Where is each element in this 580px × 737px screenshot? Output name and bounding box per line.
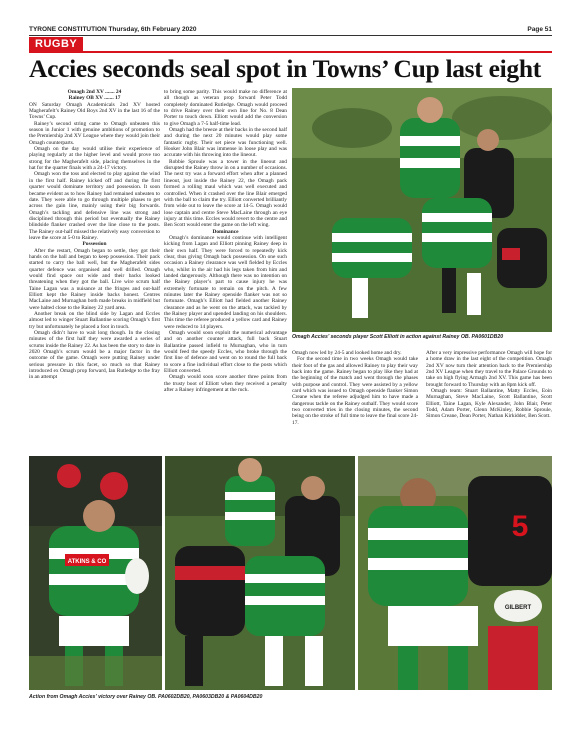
paragraph: Omagh didn’t have to wait long though. In the closing minutes of the first half they were awarded a series of scrums inside the Rainey 22. As has been the story to date in 2020 Omagh’s scrum would be a major factor in the outcome of the game. Omagh were putting Rainey under serious pressure in this facet, so much so that Rainey introduced ex Omagh prop forward, Ian Rutledge to the fray in an attempt <box>29 330 160 381</box>
paragraph: Omagh team: Stuart Ballantine, Matty Eccles, Eoin Murnaghan, Steve MacLaine, Scott Ballantine, Scott Elliott, Taine Lagan, Kyle Alexander, John Blair, Peter Todd, Adam Porter, Glenn McKinley, Robbie Sproule, Simon Creane, Dean Porter, Nathan Kirkidder, Ben Scott. <box>426 388 552 420</box>
paragraph: Omagh now led by 24-5 and looked home and dry. <box>292 350 402 356</box>
ball-brand-text: GILBERT <box>504 605 532 611</box>
paper-and-date: TYRONE CONSTITUTION Thursday, 6th February 2020 <box>29 26 197 33</box>
paragraph: For the second time in two weeks Omagh would take their foot of the gas and allowed Rainey to play their way back into the game. Rainey began to play like they had at the beginning of the match and went through the phases with purpose and control. They were assisted by a yellow card which was issued to Omagh openside flanker Simon Creane when the referee adjudged him to have made a dangerous tackle on the Rainey outhalf. They would score two converted tries in the closing minutes, the second being on the stroke of full time to leave the final score 24-17. <box>292 356 418 426</box>
paragraph: ON Saturday Omagh Academicals 2nd XV hosted Magherafelt’s Rainey Old Boys 2nd XV in the last 16 of the Towns’ Cup. <box>29 101 160 121</box>
subheading-dominance: Dominance <box>212 228 239 235</box>
rugby-ball-carrier-photo-image <box>29 456 162 690</box>
jersey-number: 5 <box>511 510 529 543</box>
page-number: Page 51 <box>527 26 552 33</box>
paragraph: Omagh would soon exploit the numerical advantage and on another counter attack, full back Stuart Ballantine passed infield to Murnaghan, who in turn would feed the speedy Eccles, who broke through the first line of defence and went on to round the full back to score a fine individual effort close to the posts which Elliott converted. <box>164 330 287 375</box>
top-photo <box>292 88 552 332</box>
rugby-tackle-photo-image <box>292 88 552 332</box>
section-label: RUGBY <box>29 37 83 51</box>
top-photo-caption: Omagh Accies’ seconds player Scott Elliott in action against Rainey OB. PA0601DB20 <box>292 334 504 340</box>
bottom-middle-photo <box>165 456 355 690</box>
article-column-1 <box>29 89 160 453</box>
paragraph: Robbie Sproule was a tower in the lineout and disrupted the Rainey throw in on a number of occasions. The next try was a forward effort when after a planned lineout, just inside the Rainey 22, the Omagh pack formed a rolling maul which was well executed and controlled. When it crashed over the line Blair emerged with the ball to claim the try. Elliott converted brilliantly from wide out to leave the score at 14-5. Omagh would lose captain and centre Steve MacLaine through an eye injury at this time. Eccles would revert to the centre and Ben Scott would enter the game on the left wing. <box>164 158 287 229</box>
paragraph: Another break on the blind side by Lagan and Eccles almost led to winger Stuart Ballantine scoring Omagh’s first try but unfortunately he placed a foot in touch. <box>29 311 160 330</box>
paragraph: After a very impressive performance Omagh will hope for a home draw in the last eight of the competition. Omagh 2nd XV now turn their attention back to the Premiership 2nd XV League when they travel to the Palace Grounds to take on high flying Armagh 2nd XV. This game has been brought forward to Thursday with an 8pm kick off. <box>426 350 552 388</box>
score-home: Omagh 2nd XV ....... 24 <box>67 89 122 95</box>
header-rule <box>29 35 552 36</box>
subheading-possession: Possession <box>82 241 107 248</box>
bottom-right-photo <box>358 456 552 690</box>
paragraph: Omagh’s dominance would continue with intelligent kicking from Lagan and Elliott pinning Rainey deep in their own half. They were forced to repeatedly kick clear, thus giving Omagh back possession. On one such occasion a Rainey clearance was well fielded by Eccles who, whilst in the air had his legs taken from him and landed dangerously. Although there was no intention on the Rainey player’s part to cause injury he was extremely fortunate to remain on the pitch. A few minutes later the Rainey openside flanker was not so fortunate. Omagh’s Elliott had fielded another Rainey clearance and as he went on the attack, was tackled by the Rainey player and upended landing on his shoulders. This time the referee produced a yellow card and Rainey were reduced to 14 players. <box>164 234 287 330</box>
paragraph: to bring some parity. This would make no difference at all though as veteran prop forward Peter Todd completely dominated Rutledge. Omagh would proceed to drive Rainey over their own line for No. 8 Dean Porter to touch down. Elliott would add the conversion to give Omagh a 7-5 half-time lead. <box>164 89 287 127</box>
bottom-photos-caption: Action from Omagh Accies’ victory over Rainey OB. PA0602DB20, PA0603DB20 & PA0604DB20 <box>29 694 263 700</box>
paragraph: After the restart, Omagh began to settle, they got their hands on the ball and began to keep possession. Their pack started to carry the ball well, but the Magherafelt sides quarter defence was organised and well drilled. Omagh would find space out wide and their backs looked threatening when they got the ball. Live wire scrum half Taine Lagan was a nuisance at the fringes and out-half Elliott kept the Rainey inside backs honest. Centres MacLaine and Murnaghan both made breaks in midfield but were halted close to the Rainey 22 yard area. <box>29 247 160 311</box>
bottom-left-photo <box>29 456 162 690</box>
paragraph: Omagh would soon score another three points from the trusty boot of Elliott when they received a penalty after a Rainey infringement at the ruck. <box>164 374 287 394</box>
rugby-ruck-photo-image <box>358 456 552 690</box>
sponsor-text: ATKINS & CO <box>67 559 107 565</box>
article-column-2 <box>164 89 287 453</box>
article-column-3 <box>292 350 418 452</box>
rugby-lineout-photo-image <box>165 456 355 690</box>
article-column-4 <box>426 350 552 452</box>
score-away: Rainey OB XV ....... 17 <box>68 95 121 102</box>
article-headline: Accies seconds seal spot in Towns’ Cup last eight <box>29 54 541 83</box>
paragraph: Omagh on the day would utilise their experience of playing regularly at the higher level and would prove too strong for the Magherafelt side, placing themselves in the hat for the quarter finals with a 24-17 victory. <box>29 146 160 172</box>
paragraph: Rainey’s second string came to Omagh unbeaten this season in Junior 1 with genuine ambitions of promotion to the Premiership 2nd XV League where they would join their Omagh counterparts. <box>29 120 160 146</box>
paragraph: Omagh had the breeze at their backs in the second half and during the next 20 minutes would play some fantastic rugby. Their set piece was functioning well. Hooker John Blair was immense in loose play and was accurate with his throwing into the lineout. <box>164 127 287 159</box>
paragraph: Omagh won the toss and elected to play against the wind in the first half. Rainey kicked off and during the first quarter would dominate territory and possession. It soon became evident as to how Rainey had remained unbeaten to date. They were able to go through multiple phases to get across the gain line, mainly using their big forwards. Omagh’s tackling and defensive line was strong and disciplined through this period but eventually the Rainey blindside flanker crashed over the line close to the posts. The Rainey out-half missed the relatively easy conversion to leave the score at 5-0 to Rainey. <box>29 171 160 241</box>
